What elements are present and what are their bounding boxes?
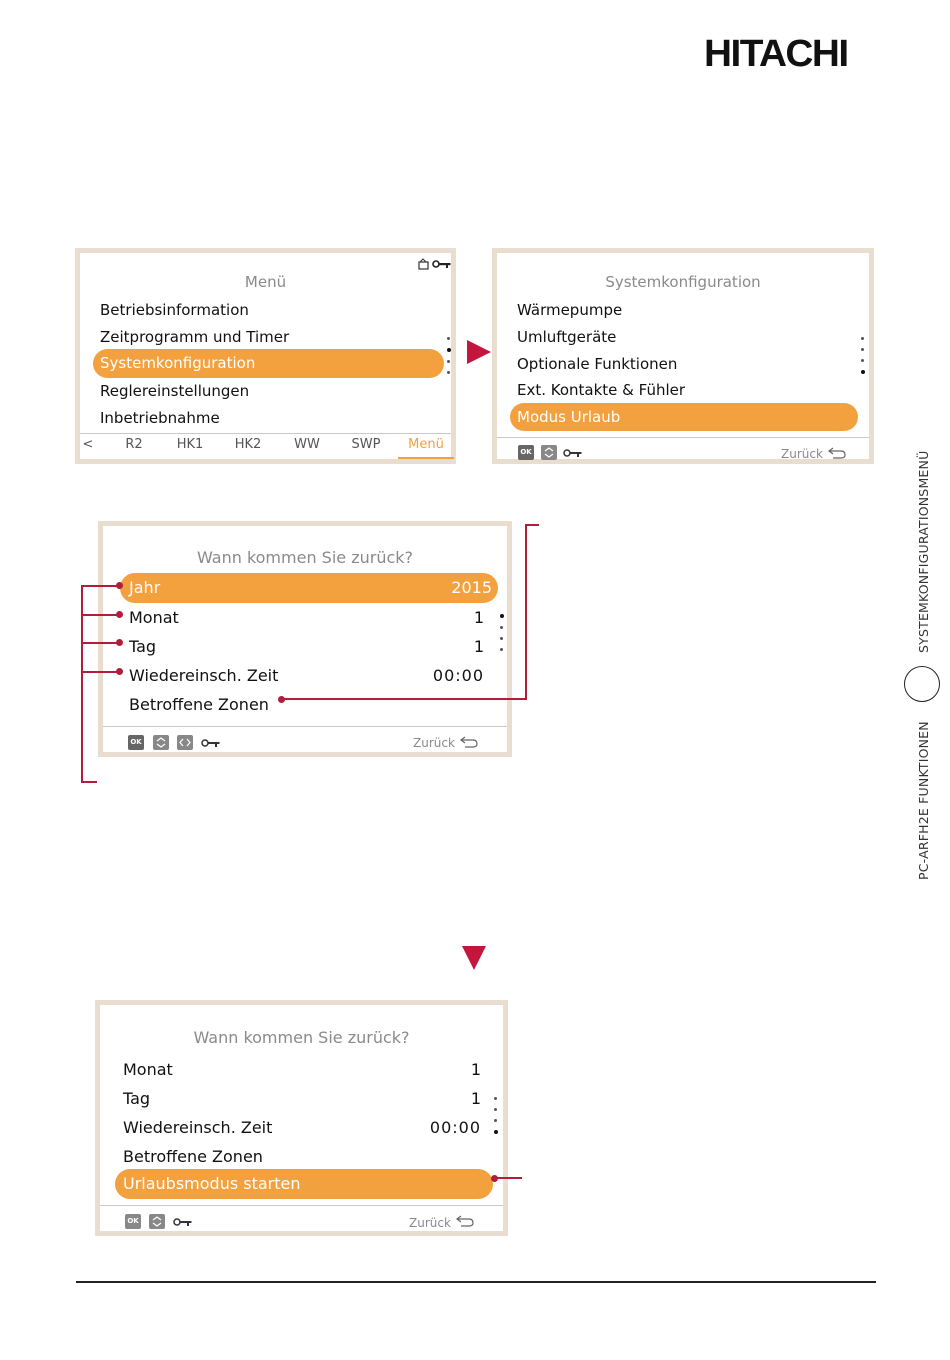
page-marker-circle <box>904 666 940 702</box>
menu-item-modus-urlaub[interactable]: Modus Urlaub <box>510 403 858 431</box>
row-value: 2015 <box>451 578 492 597</box>
footer-rule <box>76 1281 876 1283</box>
tab-swp[interactable]: SWP <box>351 437 381 452</box>
ok-icon[interactable]: OK <box>125 1214 141 1229</box>
left-right-icon[interactable] <box>177 735 193 750</box>
scroll-indicator <box>500 614 504 659</box>
tab-menu[interactable]: Menü <box>408 437 444 452</box>
arrow-right-icon <box>467 340 491 364</box>
row-zeit-value: 00:00 <box>429 1118 481 1137</box>
wrench-icon <box>173 1217 193 1227</box>
divider <box>103 726 507 727</box>
tab-r2[interactable]: R2 <box>125 437 143 452</box>
row-zonen-label[interactable]: Betroffene Zonen <box>123 1147 263 1166</box>
row-urlaubsmodus-starten[interactable]: Urlaubsmodus starten <box>115 1169 493 1199</box>
row-label: Jahr <box>129 578 161 597</box>
row-zeit-value: 00:00 <box>432 666 484 685</box>
screen-return-date <box>98 521 512 757</box>
scroll-indicator <box>861 337 865 382</box>
row-tag-value: 1 <box>473 637 484 656</box>
up-down-icon[interactable] <box>149 1214 165 1229</box>
menu-item-zeitprogramm[interactable]: Zeitprogramm und Timer <box>100 328 290 346</box>
back-arrow-icon[interactable] <box>459 735 479 749</box>
row-jahr[interactable] <box>120 573 498 603</box>
row-tag-label[interactable]: Tag <box>129 637 157 656</box>
row-tag-value: 1 <box>470 1089 481 1108</box>
screen-menu <box>75 248 456 464</box>
screen-title: Wann kommen Sie zurück? <box>193 1028 410 1047</box>
back-label[interactable]: Zurück <box>413 736 455 750</box>
side-section-labels <box>904 440 944 890</box>
screen-title: Wann kommen Sie zurück? <box>196 548 414 567</box>
row-tag-label[interactable]: Tag <box>123 1089 151 1108</box>
menu-item-betriebsinformation[interactable]: Betriebsinformation <box>100 301 249 319</box>
menu-item-ext-kontakte[interactable]: Ext. Kontakte & Fühler <box>517 381 686 399</box>
menu-item-systemkonfiguration[interactable]: Systemkonfiguration <box>93 349 444 378</box>
menu-item-optionale-funktionen[interactable]: Optionale Funktionen <box>517 355 678 373</box>
back-arrow-icon[interactable] <box>827 446 847 460</box>
tab-hk1[interactable]: HK1 <box>176 437 204 452</box>
side-label-top: SYSTEMKONFIGURATIONSMENÜ <box>916 450 931 653</box>
row-zeit-label[interactable]: Wiedereinsch. Zeit <box>129 666 279 685</box>
row-zeit-label[interactable]: Wiedereinsch. Zeit <box>123 1118 273 1137</box>
menu-item-umluftgeraete[interactable]: Umluftgeräte <box>517 328 617 346</box>
settings-icon <box>417 258 431 270</box>
screen-systemkonfiguration <box>492 248 874 464</box>
tab-ww[interactable]: WW <box>294 437 320 452</box>
wrench-icon <box>201 738 221 748</box>
tab-back[interactable]: < <box>82 437 94 452</box>
back-label[interactable]: Zurück <box>781 447 823 461</box>
wrench-icon <box>432 259 452 269</box>
row-monat-value: 1 <box>473 608 484 627</box>
screen-title: Menü <box>244 273 287 291</box>
row-monat-value: 1 <box>470 1060 481 1079</box>
tab-hk2[interactable]: HK2 <box>234 437 262 452</box>
ok-icon[interactable]: OK <box>128 735 144 750</box>
up-down-icon[interactable] <box>541 445 557 460</box>
divider <box>100 1205 503 1206</box>
active-tab-underline <box>398 457 454 459</box>
scroll-indicator <box>447 337 451 382</box>
screen-start-holiday <box>95 1000 508 1236</box>
menu-item-inbetriebnahme[interactable]: Inbetriebnahme <box>100 409 220 427</box>
row-monat-label[interactable]: Monat <box>123 1060 173 1079</box>
screen-title: Systemkonfiguration <box>605 273 761 291</box>
side-label-bottom: PC-ARFH2E FUNKTIONEN <box>916 721 931 880</box>
row-zonen-label[interactable]: Betroffene Zonen <box>129 695 269 714</box>
back-label[interactable]: Zurück <box>409 1216 451 1230</box>
divider <box>80 433 451 434</box>
tab-bar <box>80 437 451 457</box>
menu-item-waermepumpe[interactable]: Wärmepumpe <box>517 301 623 319</box>
back-arrow-icon[interactable] <box>455 1214 475 1228</box>
wrench-icon <box>563 448 583 458</box>
divider <box>497 437 869 438</box>
hitachi-logo: HITACHI <box>704 33 848 75</box>
ok-icon[interactable]: OK <box>518 445 534 460</box>
scroll-indicator <box>494 1097 498 1142</box>
up-down-icon[interactable] <box>153 735 169 750</box>
arrow-down-icon <box>462 946 486 970</box>
row-monat-label[interactable]: Monat <box>129 608 179 627</box>
menu-item-reglereinstellungen[interactable]: Reglereinstellungen <box>100 382 250 400</box>
